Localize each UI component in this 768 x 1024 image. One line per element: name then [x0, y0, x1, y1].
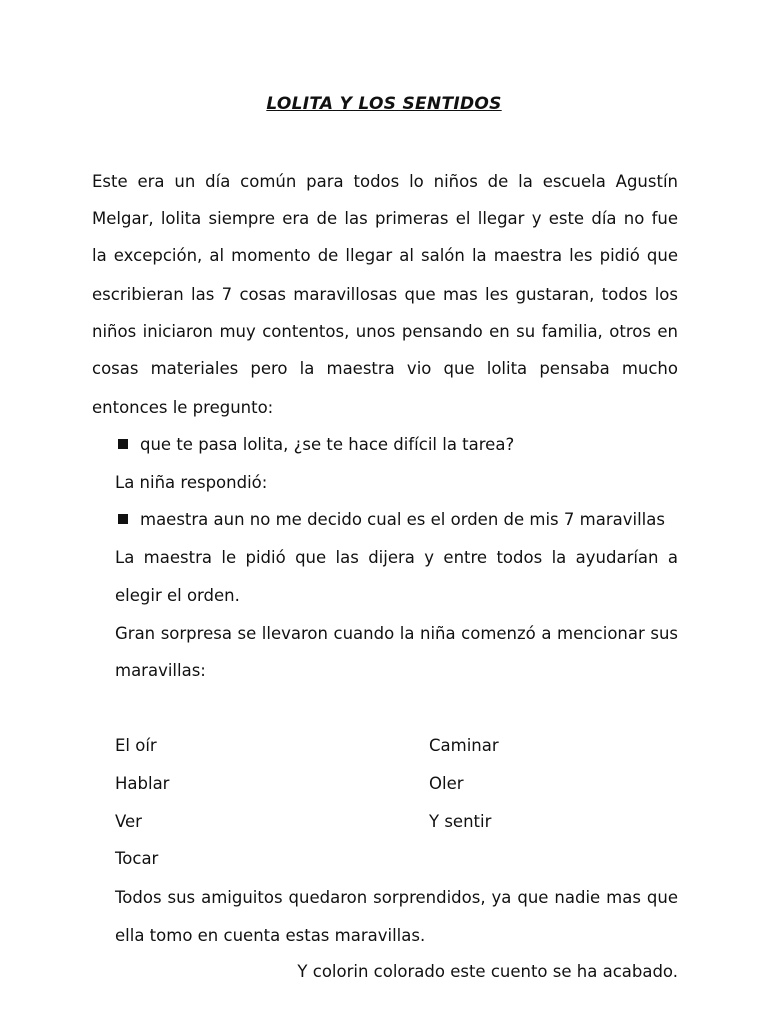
bullet-text: maestra aun no me decido cual es el orden de mis 7 maravillas	[140, 510, 665, 529]
teacher-line: La maestra le pidió que las dijera y entre todos la ayudarían a	[115, 548, 678, 567]
closing-line: Y colorin colorado este cuento se ha acabado.	[297, 962, 678, 981]
wonder-item: Y sentir	[429, 812, 492, 831]
intro-line: cosas materiales pero la maestra vio que lolita pensaba mucho	[92, 359, 678, 378]
bullet-text: que te pasa lolita, ¿se te hace difícil la tarea?	[140, 435, 515, 454]
wonder-item: Tocar	[115, 849, 159, 868]
square-bullet-icon	[118, 439, 128, 449]
square-bullet-icon	[118, 514, 128, 524]
story-title: LOLITA Y LOS SENTIDOS	[266, 94, 502, 114]
bullet-item	[118, 508, 665, 532]
intro-line: la excepción, al momento de llegar al salón la maestra les pidió que	[92, 246, 678, 265]
ending-line: ella tomo en cuenta estas maravillas.	[115, 926, 426, 945]
wonder-item: El oír	[115, 736, 157, 755]
bullet-item	[118, 433, 514, 457]
ending-line: Todos sus amiguitos quedaron sorprendidos, ya que nadie mas que	[115, 888, 678, 907]
intro-line: Este era un día común para todos lo niños de la escuela Agustín	[92, 172, 678, 191]
surprise-line: Gran sorpresa se llevaron cuando la niña comenzó a mencionar sus	[115, 624, 678, 643]
girl-answered-line: La niña respondió:	[115, 473, 268, 492]
intro-line: entonces le pregunto:	[92, 398, 274, 417]
intro-line: niños iniciaron muy contentos, unos pensando en su familia, otros en	[92, 322, 678, 341]
wonder-item: Ver	[115, 812, 142, 831]
intro-line: Melgar, lolita siempre era de las primeras el llegar y este día no fue	[92, 209, 678, 228]
surprise-line: maravillas:	[115, 661, 206, 680]
wonder-item: Caminar	[429, 736, 499, 755]
teacher-line: elegir el orden.	[115, 586, 240, 605]
wonder-item: Oler	[429, 774, 464, 793]
intro-line: escribieran las 7 cosas maravillosas que mas les gustaran, todos los	[92, 285, 678, 304]
wonder-item: Hablar	[115, 774, 170, 793]
